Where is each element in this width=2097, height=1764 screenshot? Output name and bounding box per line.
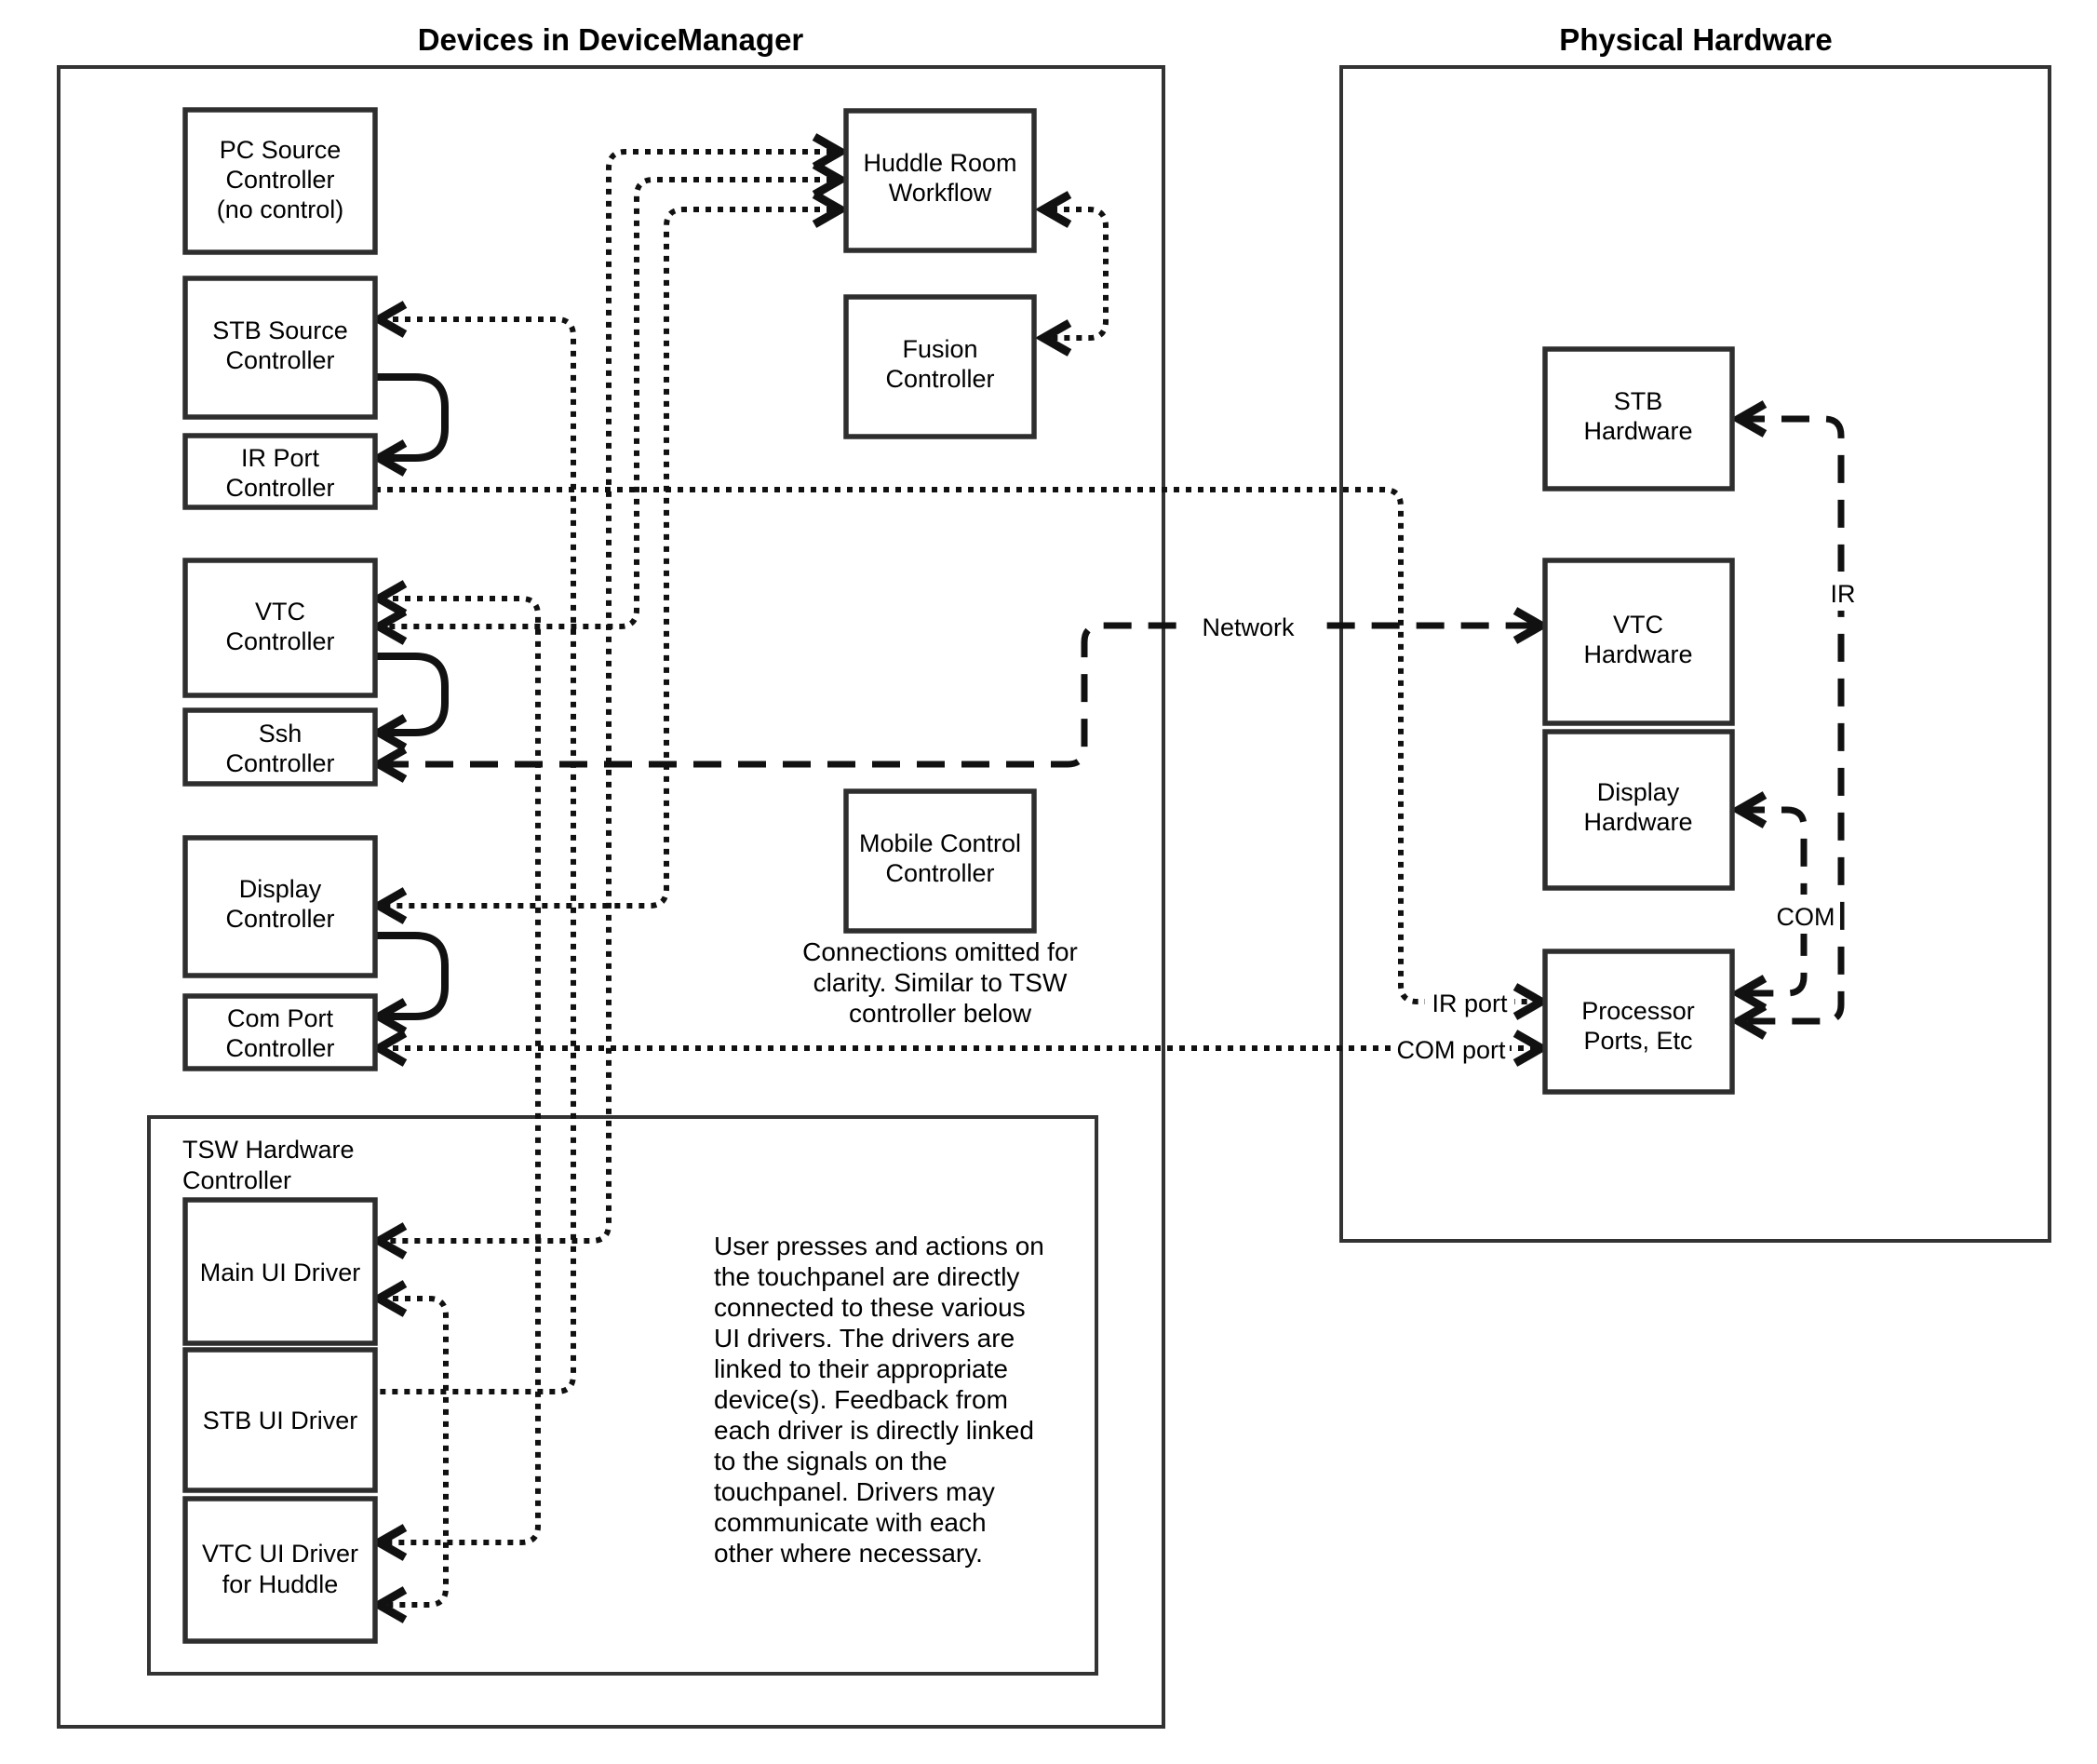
node-pc-source-controller: [185, 110, 375, 252]
node-display-hardware: [1545, 732, 1732, 888]
node-ir-port-controller: [185, 436, 375, 507]
node-huddle-room-workflow: [846, 111, 1034, 250]
wire-huddle-display: [381, 209, 844, 906]
wire-stbsource-irport: [375, 377, 445, 458]
wire-huddle-vtc: [381, 180, 844, 626]
pc-source-label-1: PC Source: [219, 136, 342, 164]
stb-source-label-2: Controller: [225, 346, 335, 374]
node-vtc-hardware: [1545, 560, 1732, 723]
wire-stbsource-stbui: [379, 319, 573, 1392]
ir-port-label-1: IR Port: [240, 444, 320, 472]
vtc-ui-label-2: for Huddle: [222, 1570, 339, 1598]
node-mobile-control-controller: [846, 791, 1034, 931]
wire-mainui-vtcui: [381, 1299, 446, 1605]
tsw-note-line-9: touchpanel. Drivers may: [714, 1477, 995, 1506]
node-stb-hardware: [1545, 349, 1732, 489]
stb-source-label-1: STB Source: [212, 316, 348, 344]
tsw-note-line-2: the touchpanel are directly: [714, 1262, 1020, 1291]
display-hw-label-2: Hardware: [1583, 808, 1693, 836]
tsw-container-label: [182, 1136, 355, 1194]
mobile-note-3: controller below: [848, 999, 1032, 1028]
tsw-note-line-8: to the signals on the: [714, 1447, 948, 1475]
tsw-note-line-3: connected to these various: [714, 1293, 1026, 1322]
pc-source-label-2: Controller: [225, 166, 335, 194]
ssh-label-1: Ssh: [258, 720, 302, 747]
mobile-label-2: Controller: [885, 859, 995, 887]
huddle-label-1: Huddle Room: [863, 149, 1017, 177]
arrowhead-into-vtc-1: [379, 584, 405, 613]
wire-network: [381, 626, 1539, 764]
stb-ui-label: STB UI Driver: [202, 1407, 358, 1434]
tsw-note-line-10: communicate with each: [714, 1508, 987, 1537]
arrowhead-into-main-ui-2: [379, 1284, 405, 1313]
node-display-controller: [185, 838, 375, 976]
vtc-ui-label-1: VTC UI Driver: [202, 1540, 358, 1568]
mobile-note: [802, 937, 1078, 1028]
fusion-label-1: Fusion: [902, 335, 978, 363]
processor-label-2: Ports, Etc: [1583, 1027, 1693, 1055]
display-label-1: Display: [238, 875, 322, 903]
tsw-note-paragraph: [714, 1232, 1044, 1568]
tsw-note-line-7: each driver is directly linked: [714, 1416, 1034, 1445]
tsw-note-line-6: device(s). Feedback from: [714, 1385, 1008, 1414]
stb-hw-label-1: STB: [1613, 387, 1663, 415]
node-vtc-controller: [185, 560, 375, 695]
ir-port-label-2: Controller: [225, 474, 335, 502]
com-label-text: COM: [1776, 903, 1835, 931]
arrowhead-into-processor-ir-port: [1515, 987, 1541, 1017]
com-port-label-1: Com Port: [226, 1004, 334, 1032]
com-port-label: [1392, 1029, 1510, 1068]
vtc-label-1: VTC: [255, 598, 305, 626]
node-ssh-controller: [185, 710, 375, 784]
tsw-label-2: Controller: [182, 1166, 292, 1194]
display-label-2: Controller: [225, 905, 335, 933]
node-stb-source-controller: [185, 278, 375, 417]
tsw-label-1: TSW Hardware: [182, 1136, 355, 1164]
ssh-label-2: Controller: [225, 749, 335, 777]
mobile-label-1: Mobile Control: [858, 829, 1022, 857]
network-label: [1180, 605, 1318, 644]
node-stb-ui-driver: [185, 1350, 375, 1490]
mobile-note-2: clarity. Similar to TSW: [813, 968, 1068, 997]
mobile-note-1: Connections omitted for: [802, 937, 1078, 966]
ir-label: [1821, 572, 1863, 611]
arrowhead-into-stb-source: [379, 304, 405, 334]
vtc-label-2: Controller: [225, 627, 335, 655]
wire-huddle-fusion: [1040, 209, 1106, 338]
com-port-label-2: Controller: [225, 1034, 335, 1062]
vtc-hw-label-1: VTC: [1613, 611, 1663, 639]
pc-source-label-3: (no control): [216, 195, 344, 223]
tsw-note-line-1: User presses and actions on: [714, 1232, 1044, 1260]
main-ui-label: Main UI Driver: [199, 1259, 361, 1286]
ir-port-label-text: IR port: [1432, 990, 1508, 1017]
title-device-manager: Devices in DeviceManager: [417, 22, 804, 57]
com-port-label-text: COM port: [1396, 1036, 1506, 1064]
node-fusion-controller: [846, 297, 1034, 437]
display-hw-label-1: Display: [1596, 778, 1680, 806]
wire-display-comport: [375, 936, 445, 1017]
tsw-note-line-5: linked to their appropriate: [714, 1354, 1008, 1383]
arrowhead-into-com-port-dotted: [379, 1033, 405, 1063]
wire-vtc-ssh: [375, 656, 445, 733]
vtc-hw-label-2: Hardware: [1583, 640, 1693, 668]
tsw-note-line-4: UI drivers. The drivers are: [714, 1324, 1015, 1353]
node-main-ui-driver: [185, 1200, 375, 1343]
wire-vtc-vtcui: [381, 599, 538, 1542]
processor-label-1: Processor: [1581, 997, 1695, 1025]
node-processor-ports: [1545, 951, 1732, 1092]
com-label: [1771, 895, 1840, 934]
node-vtc-ui-driver: [185, 1499, 375, 1641]
ir-label-text: IR: [1830, 580, 1856, 608]
ir-port-label: [1425, 982, 1514, 1021]
network-label-text: Network: [1202, 613, 1295, 641]
title-physical-hardware: Physical Hardware: [1559, 22, 1833, 57]
stb-hw-label-2: Hardware: [1583, 417, 1693, 445]
wire-huddle-mainui: [381, 152, 844, 1241]
huddle-label-2: Workflow: [888, 179, 992, 207]
tsw-note-line-11: other where necessary.: [714, 1539, 983, 1568]
fusion-label-2: Controller: [885, 365, 995, 393]
node-com-port-controller: [185, 996, 375, 1069]
